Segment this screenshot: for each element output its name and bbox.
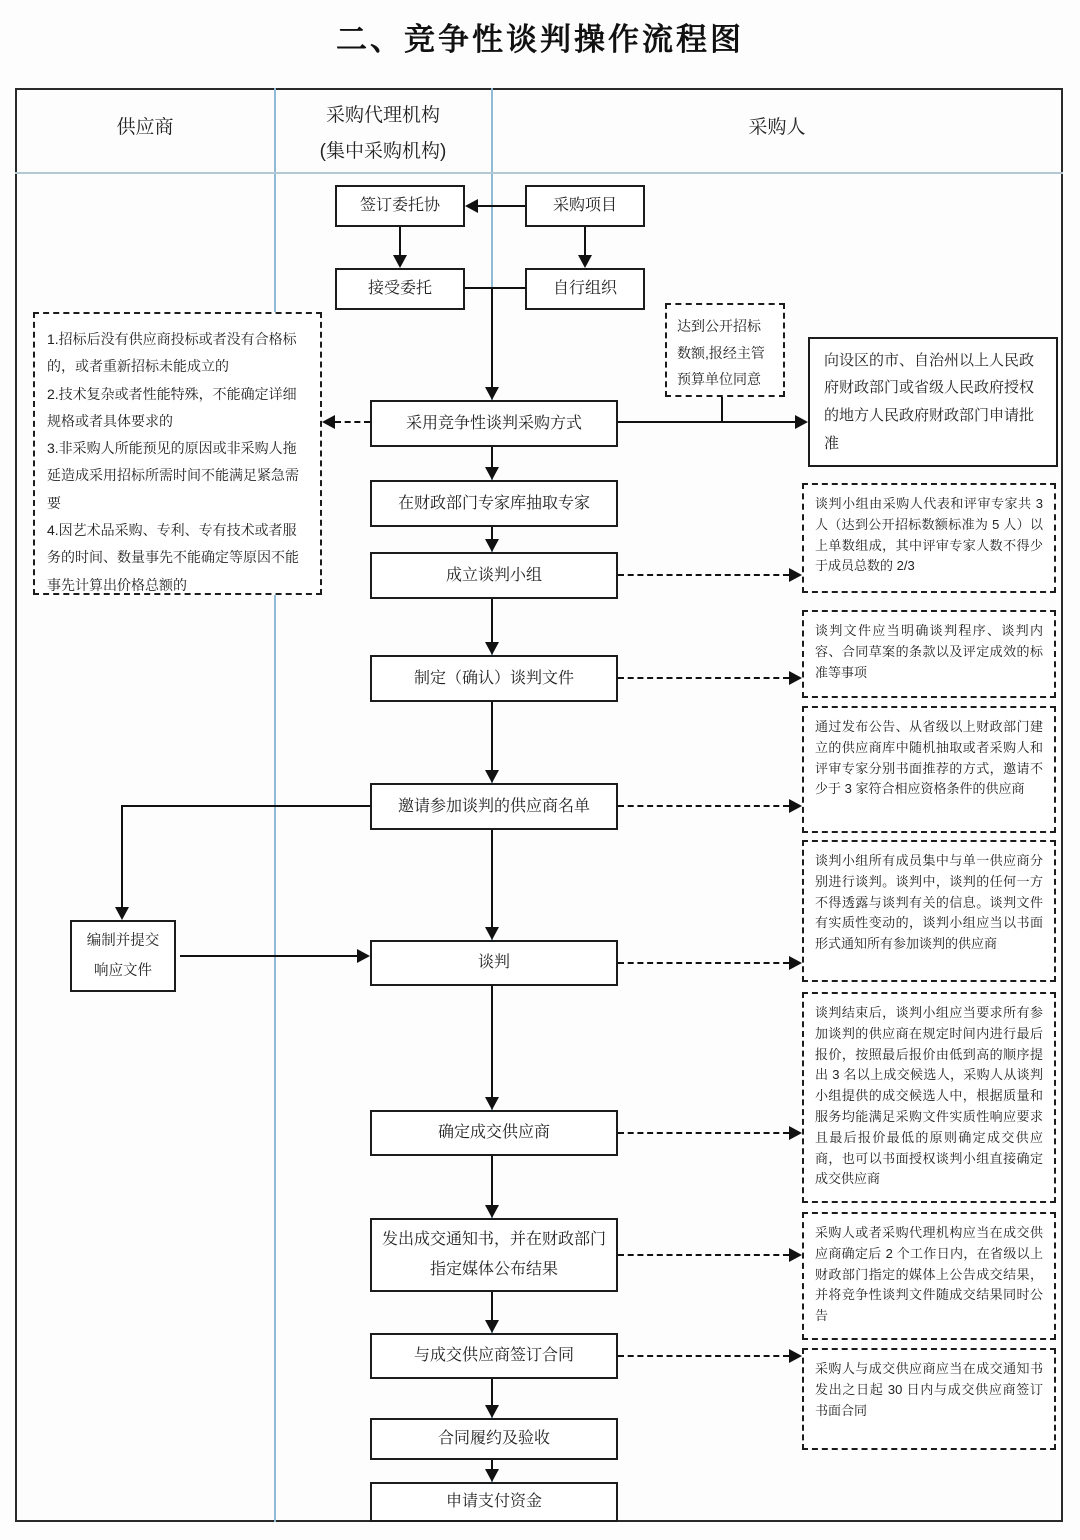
reason-item-4: 4.因艺术品采购、专利、专有技术或者服务的时间、数量事先不能确定等原因不能事先计算出价格总额的 [47,522,299,593]
arrowhead-contract-to-perform [485,1405,499,1418]
node-prepare-response [70,920,176,992]
node-negotiate: 谈判 [370,940,618,986]
reason-item-2: 2.技术复杂或者性能特殊，不能确定详细规格或者具体要求的 [47,385,297,429]
arrowhead-to-adopt-method [485,387,499,400]
arrowhead-adopt-to-experts [485,467,499,480]
dashed-line-negotiate-to-note4 [618,962,789,964]
node-apply-payment: 申请支付资金 [370,1482,618,1522]
line-adopt-to-approval [618,421,796,423]
node-make-documents: 制定（确认）谈判文件 [370,655,618,702]
note-result-announcement: 采购人或者采购代理机构应当在成交供应商确定后 2 个工作日内，在省级以上财政部门指定的媒体上公告成交结果，并将竞争性谈判文件随成交结果同时公告 [802,1212,1056,1340]
arrowhead-invite-to-note3 [789,799,802,813]
page-title: 二、竞争性谈判操作流程图 [336,22,744,57]
reason-item-3: 3.非采购人所能预见的原因或非采购人拖延造成采用招标所需时间不能满足紧急需要 [47,440,299,511]
node-issue-notice: 发出成交通知书，并在财政部门指定媒体公布结果 [370,1218,618,1292]
dashed-line-invite-to-note3 [618,805,789,807]
line-invite-to-response-h [122,805,370,807]
arrowhead-negotiate-to-note4 [789,956,802,970]
line-adopt-to-experts [491,447,493,468]
note-invitation-method: 通过发布公告、从省级以上财政部门建立的供应商库中随机抽取或者采购人和评审专家分别书面推荐的方式，邀请不少于 3 家符合相应资格条件的供应商 [802,706,1056,833]
arrowhead-group-to-note1 [789,568,802,582]
line-threshold-drop [721,397,723,423]
arrowhead-project-to-sign [465,199,478,213]
lane-header-agency-line2: (集中采购机构) [319,141,447,163]
note-final-offer-rules: 谈判结束后，谈判小组应当要求所有参加谈判的供应商在规定时间内进行最后报价，按照最后报价由低到高的顺序提出 3 名以上成交候选人，采购人从谈判小组提供的成交候选人中，根据质量和服务均能满足采购文件实质性响应要求且最后报价最低的原则确定成交供应商，也可以书面授权谈判小组直接确定成交供应商 [802,992,1056,1203]
dashed-line-determine-to-note5 [618,1132,789,1134]
threshold-note-box: 达到公开招标数额,报经主管预算单位同意 [665,303,785,397]
arrowhead-determine-to-notice [485,1205,499,1218]
arrowhead-documents-to-invite [485,770,499,783]
line-contract-to-perform [491,1379,493,1406]
lane-header-purchaser: 采购人 [748,117,806,138]
arrowhead-group-to-documents [485,642,499,655]
line-negotiate-to-determine [491,986,493,1098]
arrowhead-response-to-negotiate [357,949,370,963]
line-invite-to-response-v [121,805,123,908]
arrowhead-adopt-to-reasons [322,415,335,429]
note-document-requirements: 谈判文件应当明确谈判程序、谈判内容、合同草案的条款以及评定成效的标准等事项 [802,610,1056,698]
node-approval: 向设区的市、自治州以上人民政府财政部门或省级人民政府授权的地方人民政府财政部门申请批准 [808,337,1058,467]
dashed-line-documents-to-note2 [618,677,789,679]
node-adopt-method: 采用竞争性谈判采购方式 [370,400,618,447]
node-accept-entrustment: 接受委托 [335,268,465,310]
arrowhead-negotiate-to-determine [485,1097,499,1110]
connector-accept-selforganize [465,287,525,289]
node-prepare-response-line1: 编制并提交 [86,932,160,949]
header-separator [15,172,1063,174]
note-contract-deadline: 采购人与成交供应商应当在成交通知书发出之日起 30 日内与成交供应商签订书面合同 [802,1348,1056,1450]
node-prepare-response-line2: 响应文件 [94,963,152,979]
line-project-to-sign [478,205,525,207]
reasons-note-box [33,312,322,595]
node-procurement-project: 采购项目 [525,185,645,227]
line-documents-to-invite [491,702,493,771]
line-notice-to-contract [491,1292,493,1321]
line-sign-to-accept [399,227,401,256]
arrowhead-experts-to-group [485,539,499,552]
arrowhead-invite-to-negotiate [485,927,499,940]
node-form-group: 成立谈判小组 [370,552,618,599]
arrowhead-to-response [115,907,129,920]
node-invite-list: 邀请参加谈判的供应商名单 [370,783,618,830]
arrowhead-notice-to-contract [485,1320,499,1333]
node-self-organize: 自行组织 [525,268,645,310]
line-to-adopt-method [491,287,493,387]
node-perform-contract: 合同履约及验收 [370,1418,618,1460]
lane-header-supplier: 供应商 [116,117,174,138]
arrowhead-sign-to-accept [393,255,407,268]
dashed-line-contract-to-note7 [618,1355,789,1357]
line-project-to-selforganize [584,227,586,256]
arrowhead-perform-to-payment [485,1469,499,1482]
node-determine-supplier: 确定成交供应商 [370,1110,618,1156]
reason-item-1: 1.招标后没有供应商投标或者没有合格标的，或者重新招标未能成立的 [47,331,297,375]
note-group-composition: 谈判小组由采购人代表和评审专家共 3 人（达到公开招标数额标准为 5 人）以上单数组成，其中评审专家人数不得少于成员总数的 2/3 [802,483,1056,593]
line-invite-to-negotiate [491,830,493,928]
line-determine-to-notice [491,1156,493,1206]
line-group-to-documents [491,599,493,643]
arrowhead-documents-to-note2 [789,671,802,685]
node-sign-contract: 与成交供应商签订合同 [370,1333,618,1379]
arrowhead-adopt-to-approval [795,415,808,429]
note-negotiation-rules: 谈判小组所有成员集中与单一供应商分别进行谈判。谈判中，谈判的任何一方不得透露与谈判有关的信息。谈判文件有实质性变动的，谈判小组应当以书面形式通知所有参加谈判的供应商 [802,840,1056,982]
node-extract-experts: 在财政部门专家库抽取专家 [370,480,618,527]
dashed-line-adopt-to-reasons [335,421,370,423]
dashed-line-notice-to-note6 [618,1254,789,1256]
line-response-to-negotiate [180,955,357,957]
node-sign-agreement: 签订委托协 [335,185,465,227]
arrowhead-project-to-selforganize [578,255,592,268]
lane-header-agency-line1: 采购代理机构 [325,105,440,126]
arrowhead-determine-to-note5 [789,1126,802,1140]
arrowhead-contract-to-note7 [789,1349,802,1363]
dashed-line-group-to-note1 [618,574,789,576]
arrowhead-notice-to-note6 [789,1248,802,1262]
